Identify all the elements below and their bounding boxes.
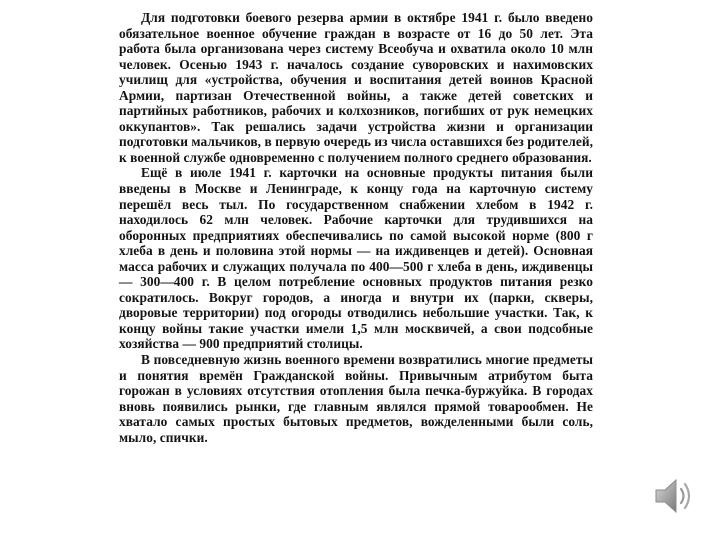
paragraph-3: В повседневную жизнь военного времени возвратились многие предметы и понятия времён Гражданской войны. Привычным атрибутом быта горожан в условиях отсутствия отопления была печка-буржуйка. В городах вновь появились рынки, где главным являлся прямой товарообмен. Не хватало самых простых бытовых предметов, вожделенными были соль, мыло, спички. [119, 352, 593, 445]
paragraph-1: Для подготовки боевого резерва армии в октябре 1941 г. было введено обязательное военное обучение граждан в возрасте от 16 до 50 лет. Эта работа была организована через систему Всеобуча и охватила около 10 млн человек. Осенью 1943 г. началось создание суворовских и нахимовских училищ для «устройства, обучения и воспитания детей воинов Красной Армии, партизан Отечественной войны, а также детей советских и партийных работников, рабочих и колхозников, погибших от рук немецких оккупантов». Так решались задачи устройства жизни и организации подготовки мальчиков, в первую очередь из числа оставшихся без родителей, к военной службе одновременно с получением полного среднего образования. [119, 10, 593, 165]
document-text [119, 10, 593, 445]
speaker-icon[interactable] [650, 472, 698, 520]
document-page [115, 4, 599, 498]
paragraph-2: Ещё в июле 1941 г. карточки на основные продукты питания были введены в Москве и Ленинграде, к концу года на карточную систему перешёл весь тыл. По государственном снабжении хлебом в 1942 г. находилось 62 млн человек. Рабочие карточки для трудившихся на оборонных предприятиях обеспечивались по самой высокой норме (800 г хлеба в день и половина этой нормы — на иждивенцев и детей). Основная масса рабочих и служащих получала по 400—500 г хлеба в день, иждивенцы — 300—400 г. В целом потребление основных продуктов питания резко сократилось. Вокруг городов, а иногда и внутри их (парки, скверы, дворовые территории) под огороды отводились небольшие участки. Так, к концу войны такие участки имели 1,5 млн москвичей, а свои подсобные хозяйства — 900 предприятий столицы. [119, 165, 593, 352]
speaker-icon-graphic [650, 472, 698, 520]
